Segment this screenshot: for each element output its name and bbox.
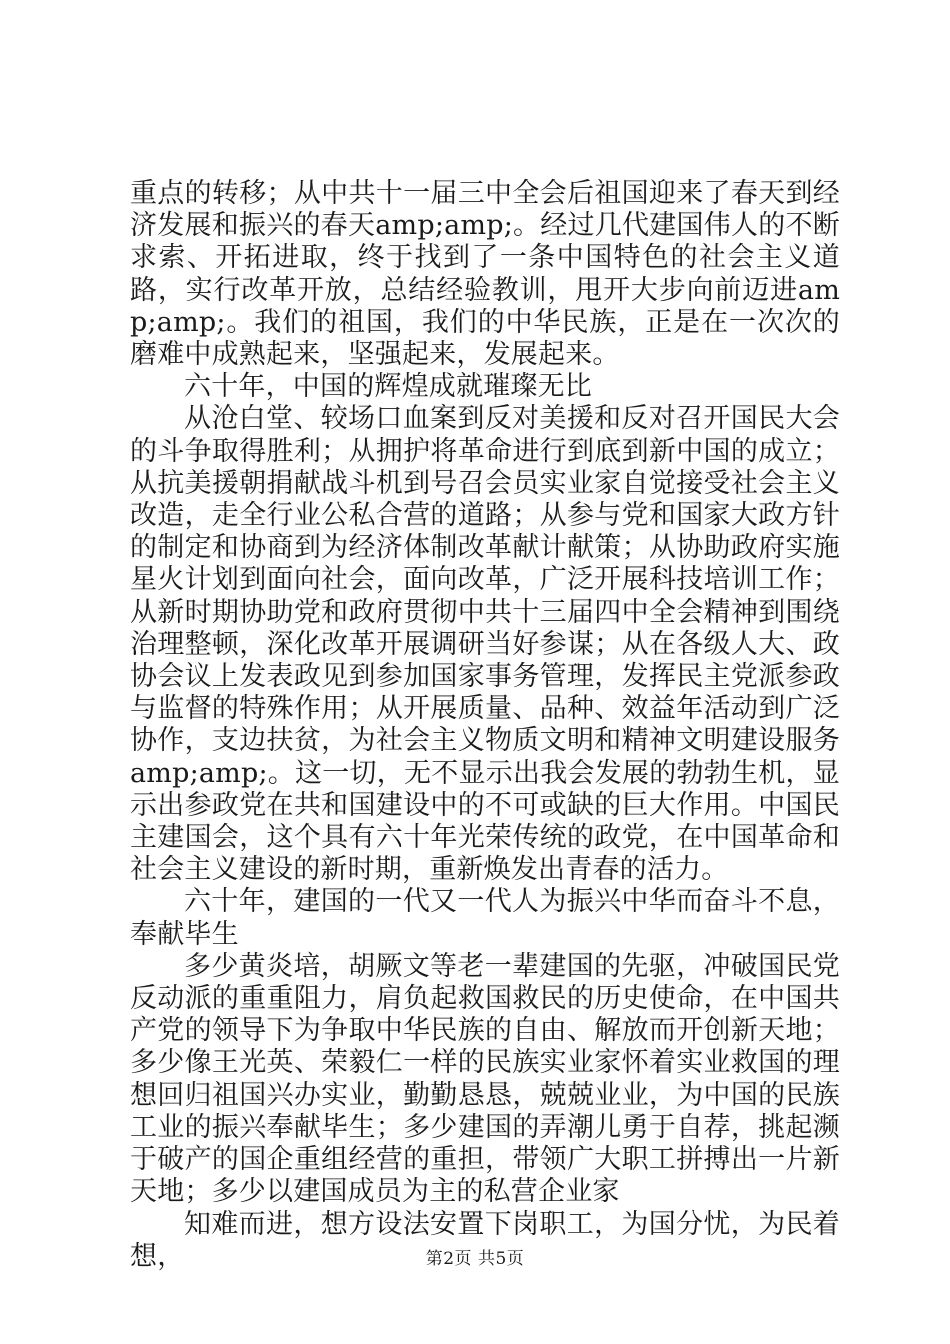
paragraph-1: 重点的转移；从中共十一届三中全会后祖国迎来了春天到经济发展和振兴的春天amp;amp;。经过几代建国伟人的不断求索、开拓进取，终于找到了一条中国特色的社会主义道路，实行改革开放，总结经验教训，甩开大步向前迈进amp;amp;。我们的祖国，我们的中华民族，正是在一次次的磨难中成熟起来，坚强起来，发展起来。	[130, 178, 840, 371]
document-body	[130, 178, 840, 1273]
paragraph-5: 多少黄炎培，胡厥文等老一辈建国的先驱，冲破国民党反动派的重重阻力，肩负起救国救民的历史使命，在中国共产党的领导下为争取中华民族的自由、解放而开创新天地；多少像王光英、荣毅仁一样的民族实业家怀着实业救国的理想回归祖国兴办实业，勤勤恳恳，兢兢业业，为中国的民族工业的振兴奉献毕生；多少建国的弄潮儿勇于自荐，挑起濒于破产的国企重组经营的重担，带领广大职工拼搏出一片新天地；多少以建国成员为主的私营企业家	[130, 950, 840, 1208]
paragraph-6: 知难而进，想方设法安置下岗职工，为国分忧，为民着想，	[130, 1208, 840, 1272]
paragraph-3: 从沧白堂、较场口血案到反对美援和反对召开国民大会的斗争取得胜利；从拥护将革命进行到底到新中国的成立；从抗美援朝捐献战斗机到号召会员实业家自觉接受社会主义改造，走全行业公私合营的道路；从参与党和国家大政方针的制定和协商到为经济体制改革献计献策；从协助政府实施星火计划到面向社会，面向改革，广泛开展科技培训工作；从新时期协助党和政府贯彻中共十三届四中全会精神到围绕治理整顿，深化改革开展调研当好参谋；从在各级人大、政协会议上发表政见到参加国家事务管理，发挥民主党派参政与监督的特殊作用；从开展质量、品种、效益年活动到广泛协作，支边扶贫，为社会主义物质文明和精神文明建设服务amp;amp;。这一切，无不显示出我会发展的勃勃生机，显示出参政党在共和国建设中的不可或缺的巨大作用。中国民主建国会，这个具有六十年光荣传统的政党，在中国革命和社会主义建设的新时期，重新焕发出青春的活力。	[130, 403, 840, 886]
paragraph-4-heading: 六十年，建国的一代又一代人为振兴中华而奋斗不息，奉献毕生	[130, 886, 840, 950]
page-number-footer: 第2页 共5页	[425, 1249, 525, 1269]
paragraph-2-heading: 六十年，中国的辉煌成就璀璨无比	[184, 371, 592, 403]
